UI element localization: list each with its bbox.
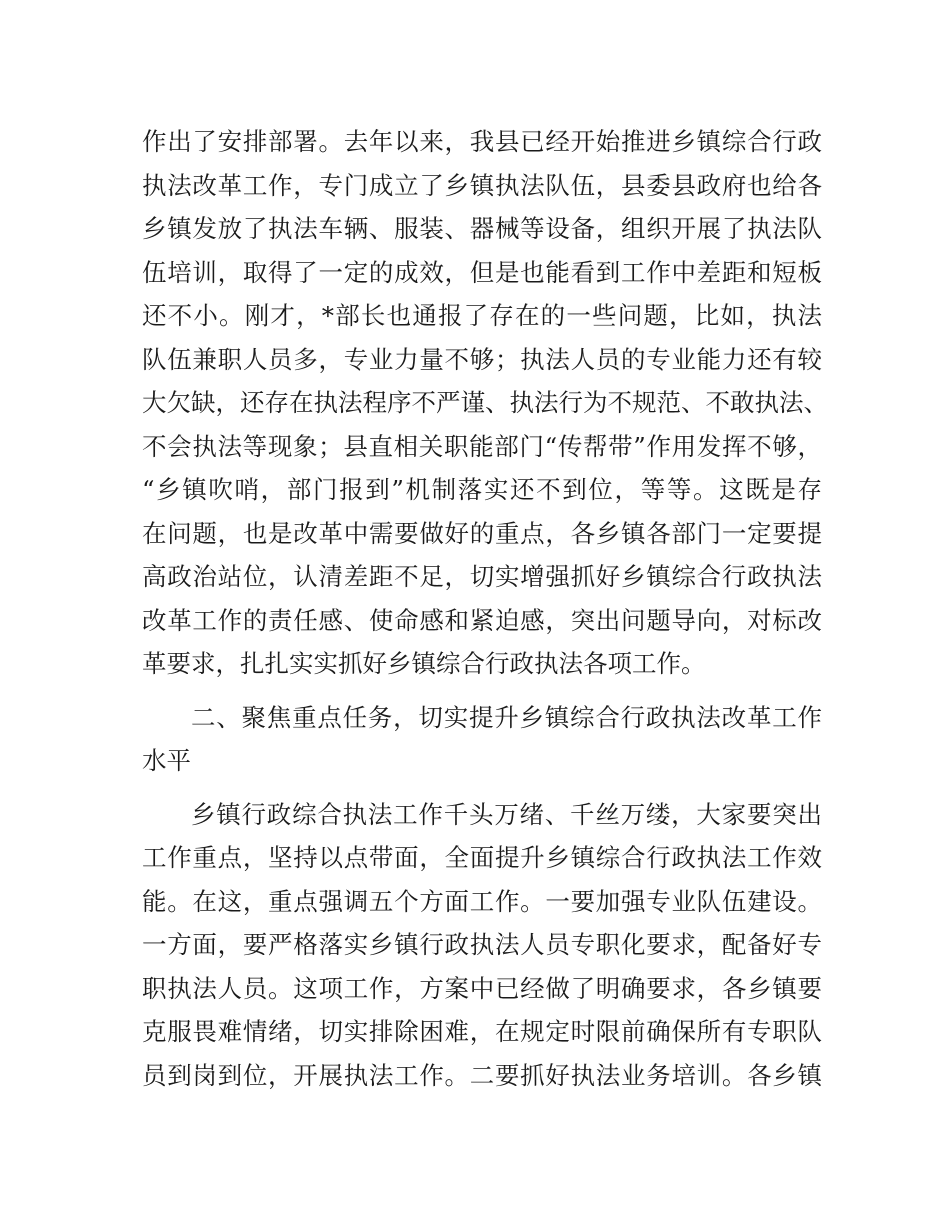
text-line: 大欠缺，还存在执法程序不严谨、执法行为不规范、不敢执法、 (142, 388, 828, 417)
text-line: 一方面，要严格落实乡镇行政执法人员专职化要求，配备好专 (142, 930, 822, 959)
paragraph-gap (142, 783, 822, 793)
section-heading (142, 696, 822, 783)
text-line: 克服畏难情绪，切实排除困难，在规定时限前确保所有专职队 (142, 1017, 822, 1046)
heading-line: 二、聚焦重点任务，切实提升乡镇综合行政执法改革工作 (191, 702, 822, 732)
heading-line: 水平 (142, 746, 191, 775)
text-line: 工作重点，坚持以点带面，全面提升乡镇综合行政执法工作效 (142, 843, 822, 872)
text-line: 能。在这，重点强调五个方面工作。一要加强专业队伍建设。 (142, 886, 822, 916)
text-line: 伍培训，取得了一定的成效，但是也能看到工作中差距和短板 (142, 257, 822, 287)
text-line: 高政治站位，认清差距不足，切实增强抓好乡镇综合行政执法 (142, 562, 822, 591)
text-line: 乡镇行政综合执法工作千头万绪、千丝万缕，大家要突出 (191, 799, 822, 829)
text-line: 执法改革工作，专门成立了乡镇执法队伍，县委县政府也给各 (142, 170, 822, 200)
text-line: 员到岗到位，开展执法工作。二要抓好执法业务培训。各乡镇 (142, 1060, 822, 1090)
text-line: 改革工作的责任感、使命感和紧迫感，突出问题导向，对标改 (142, 605, 822, 635)
text-line: 还不小。刚才，*部长也通报了存在的一些问题，比如，执法 (142, 301, 822, 330)
text-line: 职执法人员。这项工作，方案中已经做了明确要求，各乡镇要 (142, 973, 822, 1003)
text-line: “乡镇吹哨，部门报到”机制落实还不到位，等等。这既是存 (142, 475, 822, 504)
text-line: 作出了安排部署。去年以来，我县已经开始推进乡镇综合行政 (142, 127, 822, 156)
paragraph-2 (142, 793, 822, 1098)
text-line: 乡镇发放了执法车辆、服装、器械等设备，组织开展了执法队 (142, 214, 822, 243)
text-line: 在问题，也是改革中需要做好的重点，各乡镇各部门一定要提 (142, 518, 822, 548)
paragraph-gap (142, 686, 822, 696)
document-body (142, 120, 828, 1097)
text-line: 队伍兼职人员多，专业力量不够；执法人员的专业能力还有较 (142, 344, 822, 374)
paragraph-1 (142, 120, 828, 686)
text-line: 革要求，扎扎实实抓好乡镇综合行政执法各项工作。 (142, 649, 706, 678)
text-line: 不会执法等现象；县直相关职能部门“传帮带”作用发挥不够， (142, 431, 822, 461)
